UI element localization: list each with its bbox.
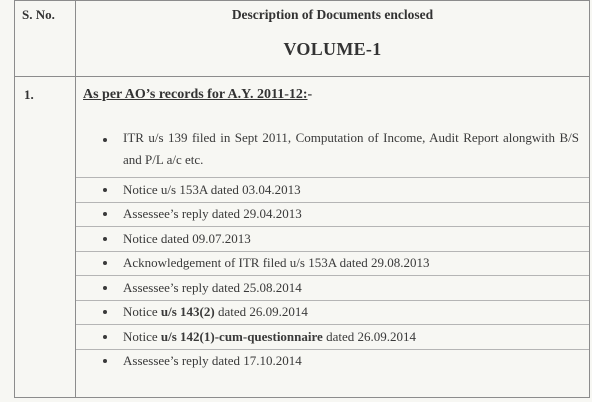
item-text: Notice u/s 153A dated 03.04.2013: [123, 181, 301, 197]
sn-header: S. No.: [22, 7, 55, 22]
item-text: Assessee’s reply dated 29.04.2013: [123, 206, 302, 222]
section-heading: [76, 77, 589, 111]
item-text: Assessee’s reply dated 25.08.2014: [123, 279, 302, 295]
sn-header-cell: [15, 1, 76, 77]
list-item: [76, 227, 589, 252]
entry-row: [15, 77, 590, 398]
list-item: [76, 325, 589, 350]
item-text: Notice u/s 143(2) dated 26.09.2014: [123, 304, 308, 320]
serial-number: 1.: [24, 87, 34, 102]
list-item: [76, 301, 589, 326]
bullet-icon: [103, 261, 107, 265]
item-text: Notice dated 09.07.2013: [123, 230, 251, 246]
description-header-cell: [76, 1, 590, 77]
bullet-icon: [103, 237, 107, 241]
item-text: Acknowledgement of ITR filed u/s 153A dated 29.08.2013: [123, 255, 430, 271]
list-item: [76, 252, 589, 277]
bullet-icon: [103, 138, 107, 142]
section-suffix: -: [307, 87, 313, 102]
description-cell: [76, 77, 590, 398]
item-text: ITR u/s 139 filed in Sept 2011, Computation of Income, Audit Report alongwith B/S and P/L a/c etc.: [123, 130, 579, 167]
bullet-icon: [103, 310, 107, 314]
bullet-icon: [103, 188, 107, 192]
list-item: [76, 276, 589, 301]
bullet-icon: [103, 286, 107, 290]
item-text: Assessee’s reply dated 17.10.2014: [123, 353, 302, 369]
bullet-icon: [103, 212, 107, 216]
volume-title: VOLUME-1: [283, 39, 382, 59]
documents-table: [14, 0, 590, 398]
sn-cell: [15, 77, 76, 398]
header-row: [15, 1, 590, 77]
bullet-icon: [103, 335, 107, 339]
section-title: As per AO’s records for A.Y. 2011-12:: [83, 87, 308, 102]
item-text: Notice u/s 142(1)-cum-questionnaire dated 26.09.2014: [123, 328, 416, 344]
description-header: Description of Documents enclosed: [231, 7, 434, 22]
document-list: [76, 111, 589, 373]
list-item: [76, 350, 589, 374]
bullet-icon: [103, 359, 107, 363]
list-item: [76, 203, 589, 228]
list-item: [76, 178, 589, 203]
list-item: [76, 111, 589, 178]
